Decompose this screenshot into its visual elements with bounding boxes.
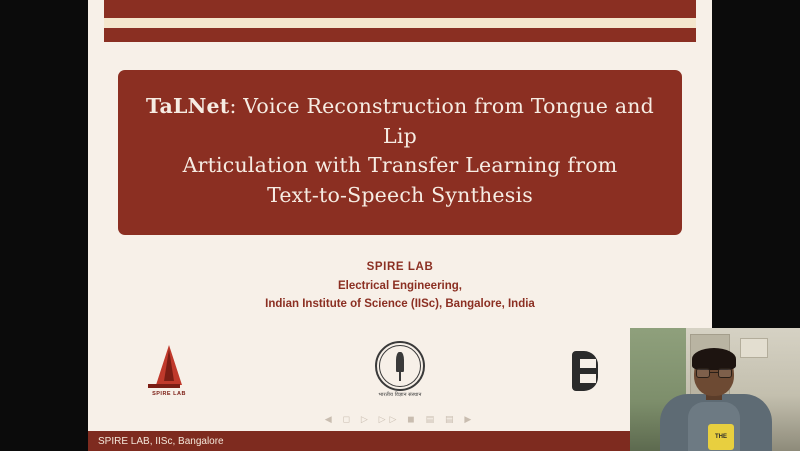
- affiliation-department: Electrical Engineering,: [338, 279, 462, 292]
- iisc-tree-trunk: [399, 370, 401, 381]
- slide-title: [144, 92, 656, 211]
- beamer-navigation-symbols[interactable]: ◀ ◻ ▷ ▷▷ ◼ ▤ ▤ ▶: [324, 415, 476, 425]
- presenter-shirt-badge: THE: [708, 424, 734, 450]
- slide-title-line-2: Articulation with Transfer Learning from: [182, 153, 618, 178]
- affiliation-institute: Indian Institute of Science (IISc), Bangalore, India: [265, 298, 535, 311]
- slide-decoration-bar-top: [88, 0, 712, 18]
- slide-decoration-spacer: [88, 42, 712, 50]
- slide-title-line-1: [144, 92, 656, 151]
- slide-decoration-bar-second: [88, 28, 712, 42]
- slide-footer: [88, 431, 712, 451]
- webcam-wall-frame: [740, 338, 768, 358]
- slide-logo-row: [88, 337, 712, 409]
- spire-lab-logo-caption: SPIRE LAB: [152, 391, 186, 397]
- slide-title-line-1-rest: : Voice Reconstruction from Tongue and Lip: [229, 94, 654, 148]
- slide-decoration-right-margin: [696, 0, 712, 50]
- partner-logo-notch-bottom: [580, 374, 596, 383]
- presentation-slide: [88, 0, 712, 451]
- slide-decoration-left-margin: [88, 0, 104, 50]
- slide-title-highlight: TaLNet: [146, 94, 230, 118]
- spire-lab-logo: [134, 343, 204, 405]
- presenter-hair: [692, 348, 736, 370]
- iisc-logo-caption: भारतीय विज्ञान संस्थान: [378, 392, 422, 398]
- glasses-lens-right: [718, 368, 732, 378]
- slide-footer-text: SPIRE LAB, IISc, Bangalore: [98, 435, 224, 447]
- flame-base: [148, 384, 180, 388]
- slide-title-line-3: Text-to-Speech Synthesis: [267, 183, 533, 208]
- iisc-logo: [366, 341, 434, 407]
- flame-inner-icon: [164, 349, 174, 381]
- partner-logo-shape: [572, 351, 598, 391]
- affiliation-lab: SPIRE LAB: [366, 261, 434, 273]
- glasses-lens-left: [696, 368, 710, 378]
- partner-logo-notch-top: [580, 359, 596, 368]
- glasses-bridge: [710, 372, 718, 373]
- presenter-webcam[interactable]: [630, 328, 800, 451]
- slide-decoration-bar-light: [88, 18, 712, 28]
- presenter-glasses-icon: [696, 368, 732, 378]
- iisc-tree-icon: [396, 352, 404, 372]
- partner-logo: [566, 347, 618, 405]
- slide-affiliation: [88, 258, 712, 314]
- slide-title-box: [118, 70, 682, 235]
